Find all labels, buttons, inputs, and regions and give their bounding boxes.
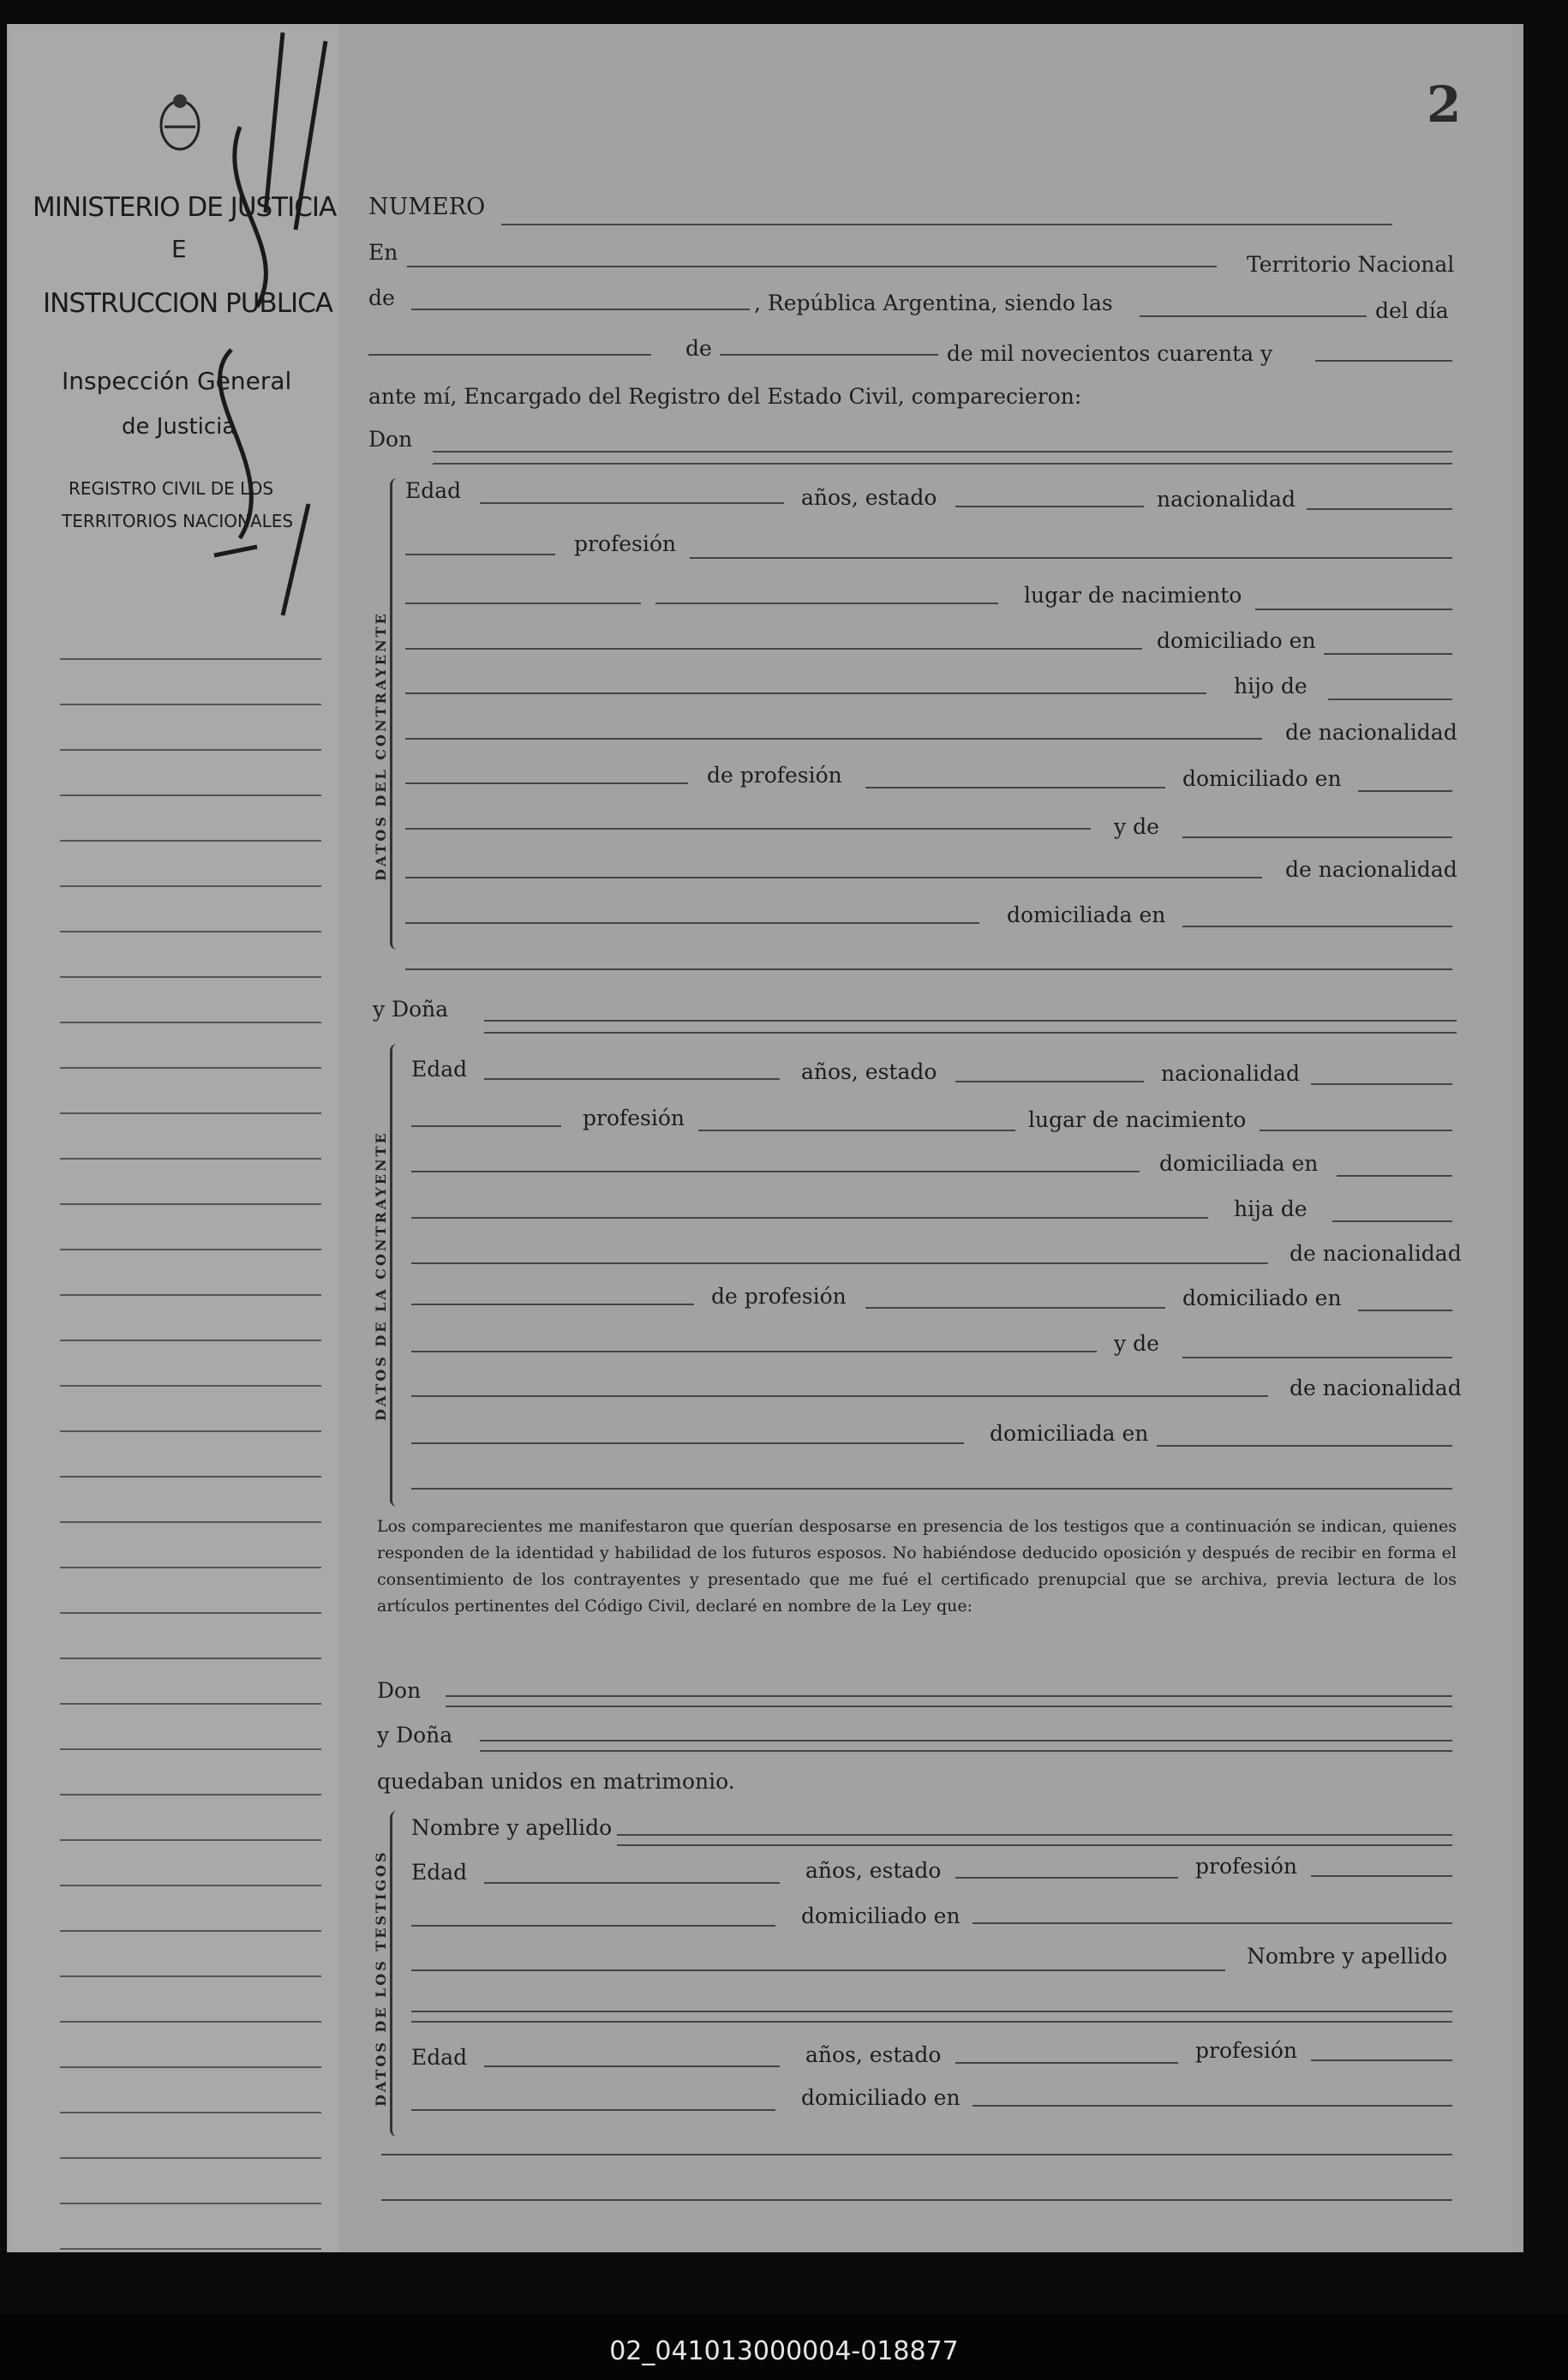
territorio-label: Territorio Nacional [1247,252,1455,277]
margin-rule-line [60,1703,321,1705]
unidos-matrimonio-label: quedaban unidos en matrimonio. [377,1769,735,1794]
lugar-nacimiento-label: lugar de nacimiento [1024,583,1242,608]
nacionalidad-label-contrayenta: nacionalidad [1161,1061,1300,1086]
de-nacionalidad-label-contrayenta: de nacionalidad [1290,1241,1462,1266]
en-label: En [368,240,398,265]
margin-rule-line [60,1430,321,1432]
margin-rule-line [60,1930,321,1932]
edad-label: Edad [405,478,462,503]
testigos-bracket [390,1811,401,2137]
de-nacionalidad-label: de nacionalidad [1285,720,1457,745]
nombre-apellido-label: Nombre y apellido [411,1815,613,1840]
registry-line1: REGISTRO CIVIL DE LOS [69,478,274,499]
y-de-label-contrayenta: y de [1114,1331,1159,1356]
margin-rule-line [60,1022,321,1023]
profesion-label: profesión [574,531,677,556]
hija-de-label: hija de [1234,1196,1308,1221]
left-margin-column [9,24,341,2252]
margin-rule-line [60,2112,321,2113]
domiciliado-en-label-contrayenta: domiciliado en [1182,1286,1342,1310]
margin-rule-line [60,1249,321,1250]
margin-rule-line [60,1203,321,1205]
margin-rule-line [60,1975,321,1977]
margin-rule-line [60,2021,321,2023]
testigo-profesion-label-2: profesión [1195,2038,1298,2063]
lugar-nacimiento-label-contrayenta: lugar de nacimiento [1028,1107,1247,1132]
domiciliada-en-label-contrayenta-2: domiciliada en [990,1421,1149,1446]
contrayente-bracket [390,478,401,950]
numero-label: NUMERO [368,194,486,220]
decision-dona-label: y Doña [377,1723,453,1748]
ministry-name-line1: MINISTERIO DE JUSTICIA [33,192,337,223]
nacionalidad-label: nacionalidad [1157,487,1296,512]
de-profesion-label-contrayenta: de profesión [711,1284,847,1309]
margin-rule-line [60,840,321,842]
margin-rule-line [60,2248,321,2250]
testigo-anos-estado-label: años, estado [805,1858,942,1883]
testigo-edad-label: Edad [411,1860,468,1885]
contrayente-side-label: DATOS DEL CONTRAYENTE [373,611,389,881]
margin-rule-line [60,1112,321,1114]
decision-don-label: Don [377,1678,422,1703]
testigos-side-label: DATOS DE LOS TESTIGOS [373,1849,389,2107]
margin-rule-line [60,1839,321,1841]
don-label: Don [368,427,413,452]
republica-label: , República Argentina, siendo las [754,291,1113,315]
y-dona-label: y Doña [373,997,449,1022]
margin-rule-line [60,1658,321,1659]
domiciliada-en-label-contrayenta: domiciliada en [1159,1151,1319,1176]
registry-line2: TERRITORIOS NACIONALES [62,511,294,531]
margin-rule-line [60,1567,321,1568]
page-number: 2 [1427,75,1462,134]
margin-rule-line [60,658,321,660]
contrayenta-bracket [390,1044,401,1507]
edad-label-contrayenta: Edad [411,1057,468,1082]
ante-mi-label: ante mí, Encargado del Registro del Estado Civil, comparecieron: [368,384,1082,409]
margin-rule-line [60,1794,321,1795]
de-nacionalidad-label-contrayenta-2: de nacionalidad [1290,1376,1462,1400]
hijo-de-label: hijo de [1234,674,1308,698]
scan-file-id: 02_041013000004-018877 [609,2336,959,2366]
contrayenta-side-label: DATOS DE LA CONTRAYENTE [373,1130,389,1421]
testigo-profesion-label: profesión [1195,1854,1298,1879]
margin-rule-line [60,1612,321,1614]
testigo-domiciliado-en-label-2: domiciliado en [801,2085,961,2110]
domiciliada-en-label: domiciliada en [1007,902,1166,927]
testigo-edad-label-2: Edad [411,2045,468,2070]
handwritten-signature-mark [111,24,343,624]
domiciliado-en-label-2: domiciliado en [1182,766,1342,791]
profesion-label-contrayenta: profesión [583,1106,685,1130]
declaration-paragraph: Los comparecientes me manifestaron que querían desposarse en presencia de los testigos que a continuación se indican, quienes responden de la identidad y habilidad de los futuros esposos. No habiéndose deducido oposición y después de recibir en forma el consentimiento de los contrayentes y presentado que me fué el certificado prenupcial que se archiva, previa lectura de los artículos pertinentes del Código Civil, declaré en nombre de la Ley que: [377,1517,1457,1616]
inspection-line1: Inspección General [62,367,292,395]
margin-rule-line [60,1885,321,1886]
testigo-anos-estado-label-2: años, estado [805,2042,942,2067]
margin-rule-line [60,1521,321,1523]
margin-rule-line [60,976,321,978]
margin-rule-line [60,2203,321,2204]
domiciliado-en-label: domiciliado en [1157,628,1316,653]
anos-estado-label-contrayenta: años, estado [801,1059,937,1084]
margin-rule-line [60,1385,321,1387]
margin-rule-line [60,1476,321,1478]
de-label: de [368,285,395,310]
margin-rule-line [60,749,321,751]
margin-rule-line [60,704,321,705]
margin-rule-line [60,1067,321,1069]
ministry-name-line3: INSTRUCCION PUBLICA [43,288,332,319]
margin-rule-line [60,1158,321,1160]
margin-rule-line [60,2157,321,2159]
margin-rule-line [60,1748,321,1750]
del-dia-label: del día [1375,298,1449,323]
margin-rule-line [60,2066,321,2068]
margin-rule-line [60,1340,321,1341]
testigo-domiciliado-en-label: domiciliado en [801,1903,961,1928]
anos-estado-label: años, estado [801,485,937,510]
mil-novecientos-label: de mil novecientos cuarenta y [947,341,1273,366]
margin-rule-line [60,931,321,932]
de-profesion-label: de profesión [707,763,842,788]
margin-rule-line [60,1294,321,1296]
nombre-apellido-label-2: Nombre y apellido [1247,1944,1448,1969]
margin-rule-line [60,794,321,796]
de-label-2: de [685,336,712,361]
de-nacionalidad-label-2: de nacionalidad [1285,857,1457,882]
inspection-line2: de Justicia [122,414,236,440]
ministry-name-line2: E [171,235,187,263]
margin-rule-line [60,885,321,887]
marriage-record-form [338,24,1512,2252]
y-de-label: y de [1114,814,1159,839]
